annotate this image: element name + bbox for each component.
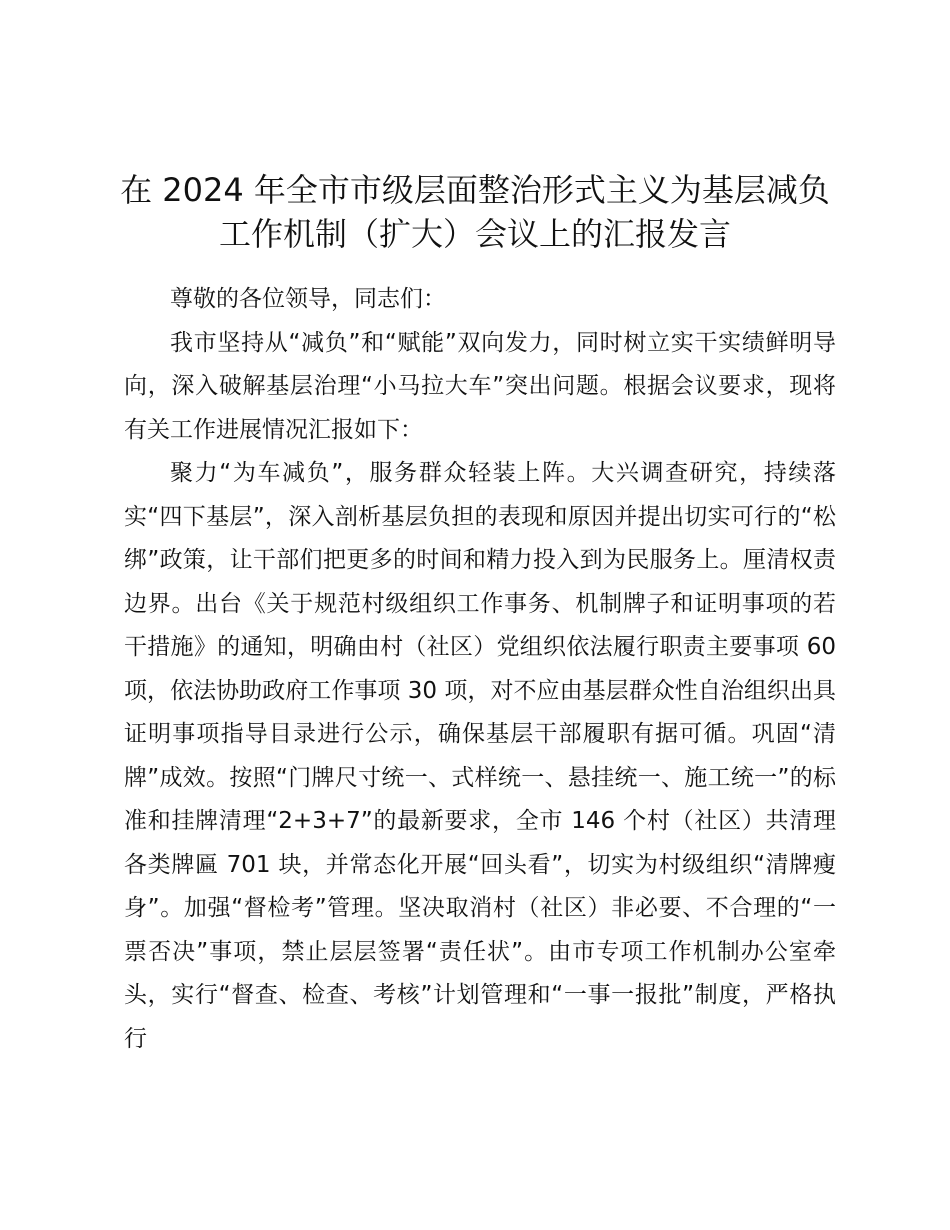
intro-paragraph: 我市坚持从“减负”和“赋能”双向发力，同时树立实干实绩鲜明导向，深入破解基层治理“小马拉大车”突出问题。根据会议要求，现将有关工作进展情况汇报如下： [124, 329, 836, 443]
document-body [124, 278, 836, 1061]
body-paragraph: 聚力“为车减负”，服务群众轻装上阵。大兴调查研究，持续落实“四下基层”，深入剖析基层负担的表现和原因并提出切实可行的“松绑”政策，让干部们把更多的时间和精力投入到为民服务上。厘清权责边界。出台《关于规范村级组织工作事务、机制牌子和证明事项的若干措施》的通知，明确由村（社区）党组织依法履行职责主要事项 60 项，依法协助政府工作事项 30 项，对不应由基层群众性自治组织出具证明事项指导目录进行公示，确保基层干部履职有据可循。巩固“清牌”成效。按照“门牌尺寸统一、式样统一、悬挂统一、施工统一”的标准和挂牌清理“2+3+7”的最新要求，全市 146 个村（社区）共清理各类牌匾 701 块，并常态化开展“回头看”，切实为村级组织“清牌瘦身”。加强“督检考”管理。坚决取消村（社区）非必要、不合理的“一票否决”事项，禁止层层签署“责任状”。由市专项工作机制办公室牵头，实行“督查、检查、考核”计划管理和“一事一报批”制度，严格执行 [124, 460, 836, 1052]
document-title: 在 2024 年全市市级层面整治形式主义为基层减负工作机制（扩大）会议上的汇报发言 [120, 171, 830, 253]
salutation-paragraph: 尊敬的各位领导，同志们： [170, 286, 446, 312]
